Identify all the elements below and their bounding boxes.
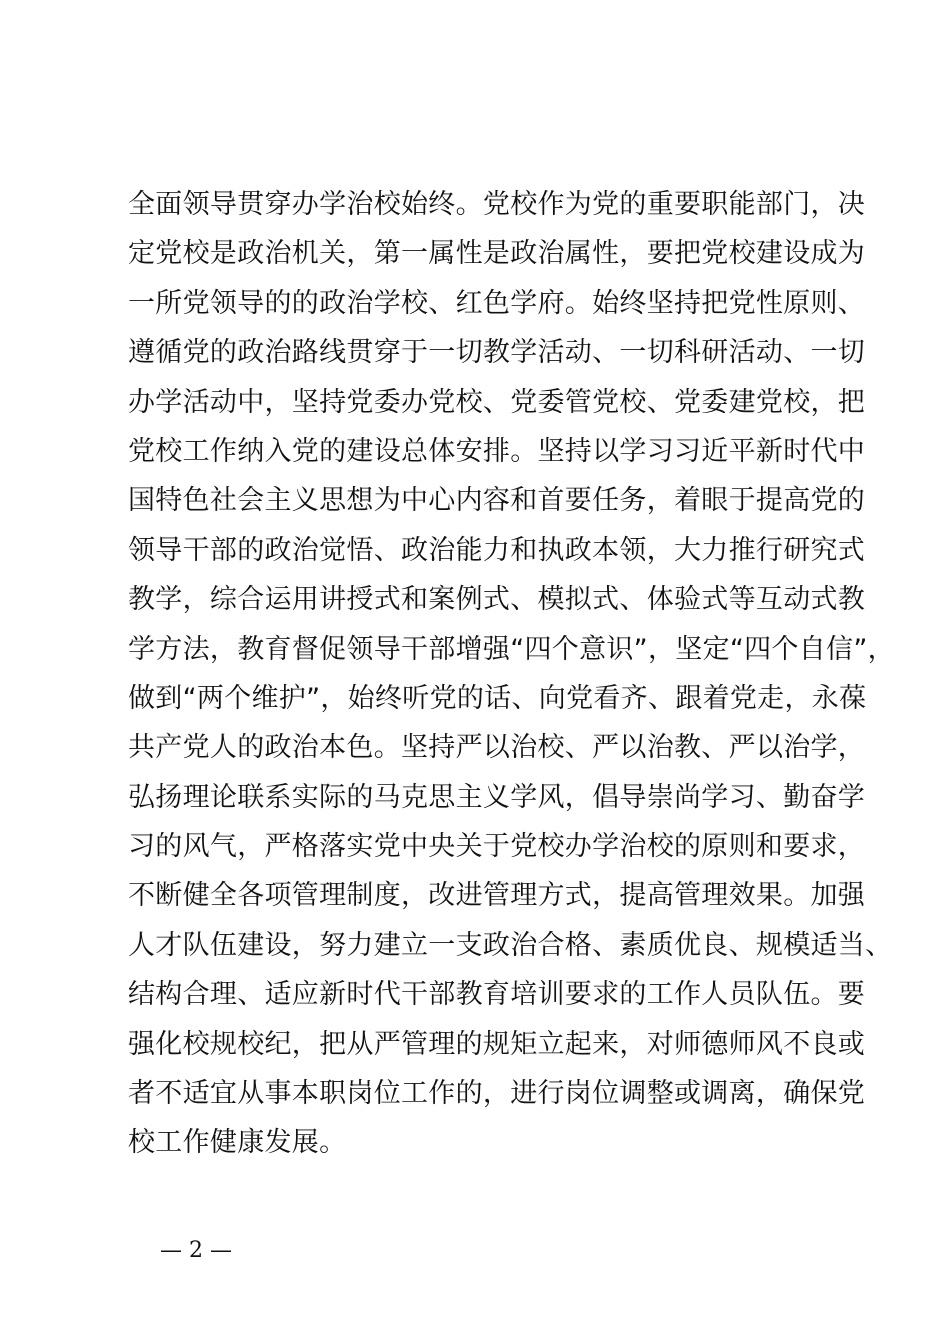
text-line: 定党校是政治机关，第一属性是政治属性，要把党校建设成为: [128, 238, 866, 270]
text-line: 强化校规校纪，把从严管理的规矩立起来，对师德师风不良或: [128, 1028, 866, 1060]
text-line: 人才队伍建设，努力建立一支政治合格、素质优良、规模适当、: [128, 929, 893, 961]
text-line: 做到“两个维护”，始终听党的话、向党看齐、跟着党走，永葆: [128, 682, 867, 714]
body-paragraph: [128, 180, 895, 1168]
text-line: 结构合理、适应新时代干部教育培训要求的工作人员队伍。要: [128, 979, 866, 1011]
text-line: 一所党领导的的政治学校、红色学府。始终坚持把党性原则、: [128, 287, 866, 319]
text-line: 不断健全各项管理制度，改进管理方式，提高管理效果。加强: [128, 880, 866, 912]
text-line: 领导干部的政治觉悟、政治能力和执政本领，大力推行研究式: [128, 534, 866, 566]
text-line: 国特色社会主义思想为中心内容和首要任务，着眼于提高党的: [128, 485, 866, 517]
text-line: 弘扬理论联系实际的马克思主义学风，倡导崇尚学习、勤奋学: [128, 781, 866, 813]
text-line: 共产党人的政治本色。坚持严以治校、严以治教、严以治学，: [128, 732, 866, 764]
text-line: 习的风气，严格落实党中央关于党校办学治校的原则和要求，: [128, 831, 866, 863]
page-number: — 2 —: [160, 1238, 232, 1263]
text-line: 办学活动中，坚持党委办党校、党委管党校、党委建党校，把: [128, 386, 866, 418]
text-line: 教学，综合运用讲授式和案例式、模拟式、体验式等互动式教: [128, 584, 866, 616]
text-line: 校工作健康发展。: [128, 1127, 347, 1159]
text-line: 遵循党的政治路线贯穿于一切教学活动、一切科研活动、一切: [128, 337, 866, 369]
text-line: 党校工作纳入党的建设总体安排。坚持以学习习近平新时代中: [128, 435, 866, 467]
text-line: 者不适宜从事本职岗位工作的，进行岗位调整或调离，确保党: [128, 1078, 866, 1110]
text-line: 学方法，教育督促领导干部增强“四个意识”，坚定“四个自信”，: [128, 633, 895, 665]
text-line: 全面领导贯穿办学治校始终。党校作为党的重要职能部门，决: [128, 189, 866, 220]
